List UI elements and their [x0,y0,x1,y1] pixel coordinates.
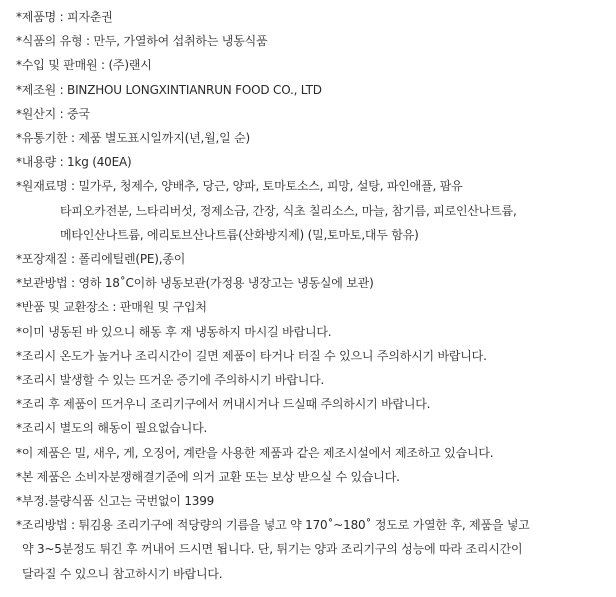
info-line-storage: *보관방법 : 영하 18˚C이하 냉동보관(가정용 냉장고는 냉동실에 보관) [16,276,374,291]
info-line-cooking-method-cont-1: 약 3~5분정도 튀긴 후 꺼내어 드시면 됩니다. 단, 튀기는 양과 조리기구의 성능에 따라 조리시간이 [22,542,523,557]
info-line-product-name: *제품명 : 피자춘권 [16,10,113,24]
info-line-cooking-method-cont-2: 달라질 수 있으니 참고하시기 바랍니다. [22,566,223,581]
info-line-importer: *수입 및 판매원 : (주)랜시 [16,58,152,73]
info-line-cooking-method: *조리방법 : 튀김용 조리기구에 적당량의 기름을 넣고 약 170˚~180˚ 정도로 가열한 후, 제품을 넣고 [16,518,530,533]
info-line-net-content: *내용량 : 1kg (40EA) [16,155,132,170]
info-line-allergen-facility: *이 제품은 밀, 새우, 게, 오징어, 계란을 사용한 제품과 같은 제조시설에서 제조하고 있습니다. [16,445,494,460]
info-line-report-hotline: *부정.불량식품 신고는 국번없이 1399 [16,494,215,508]
info-line-caution-hot: *조리 후 제품이 뜨거우니 조리기구에서 꺼내시거나 드실때 주의하시기 바랍니다. [16,397,431,412]
info-line-returns: *반품 및 교환장소 : 판매원 및 구입처 [16,300,207,315]
info-line-ingredients: *원재료명 : 밀가루, 청제수, 양배추, 당근, 양파, 토마토소스, 피망, 설탕, 파인애플, 팜유 [16,179,463,194]
info-line-manufacturer: *제조원 : BINZHOU LONGXINTIANRUN FOOD CO., LTD [16,82,322,97]
info-line-no-refreeze: *이미 냉동된 바 있으니 해동 후 재 냉동하지 마시길 바랍니다. [16,324,332,339]
info-line-consumer-dispute: *본 제품은 소비자분쟁해결기준에 의거 교환 또는 보상 받으실 수 있습니다. [16,469,400,484]
info-line-ingredients-cont-1: 타피오카전분, 느타리버섯, 정제소금, 간장, 식초 칠리소스, 마늘, 참기름, 피로인산나트륨, [60,203,517,218]
info-line-no-thaw: *조리시 별도의 해동이 필요없습니다. [16,421,208,436]
info-line-caution-temperature: *조리시 온도가 높거나 조리시간이 길면 제품이 타거나 터질 수 있으니 주의하시기 바랍니다. [16,348,487,363]
info-line-packaging: *포장재질 : 폴리에틸렌(PE),종이 [16,252,186,266]
info-line-origin: *원산지 : 중국 [16,106,90,121]
info-line-caution-steam: *조리시 발생할 수 있는 뜨거운 증기에 주의하시기 바랍니다. [16,373,325,387]
info-line-expiry: *유통기한 : 제품 별도표시일까지(년,월,일 순) [16,131,250,145]
info-line-ingredients-cont-2: 메타인산나트륨, 에리토브산나트륨(산화방지제) (밀,토마토,대두 함유) [60,227,419,242]
info-line-food-type: *식품의 유형 : 만두, 가열하여 섭취하는 냉동식품 [16,34,268,49]
